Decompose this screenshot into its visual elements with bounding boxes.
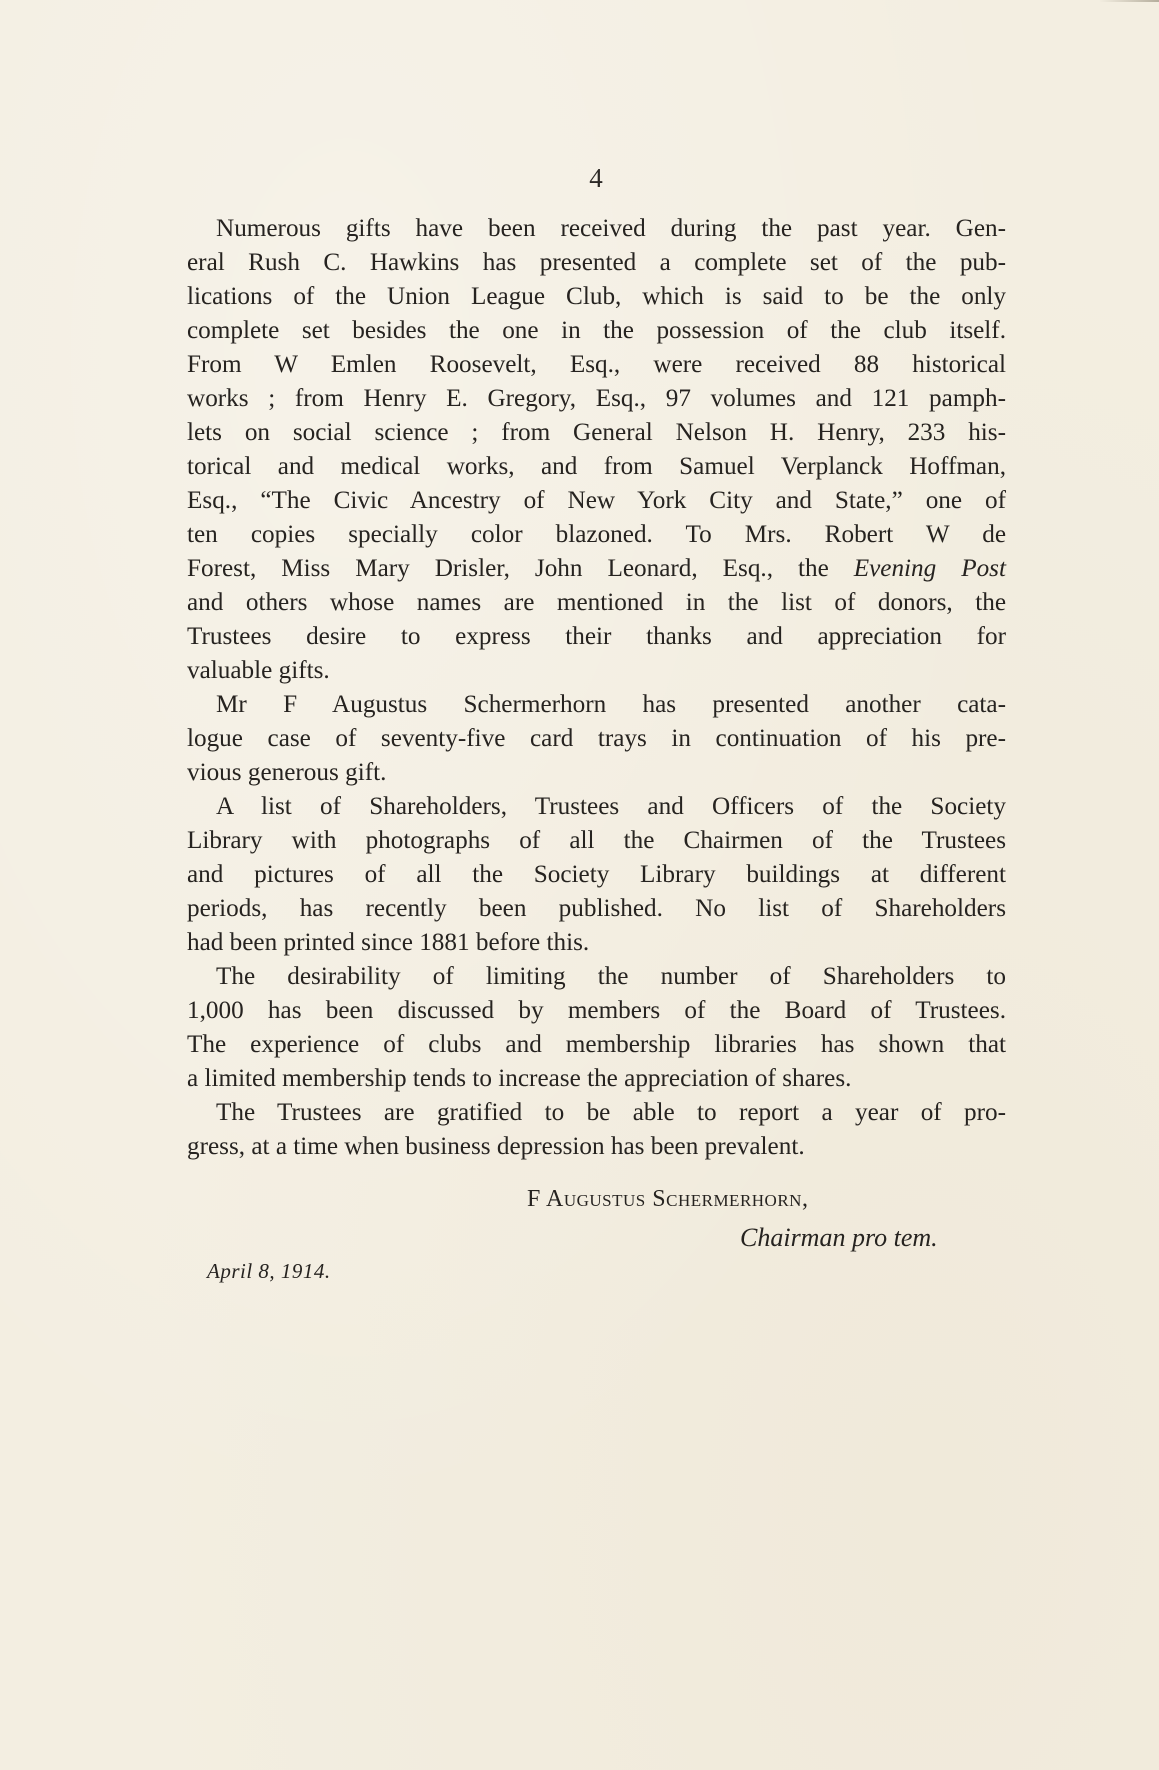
text-line: vious generous gift. [187, 759, 387, 786]
text-line: Library with photographs of all the Chairmen of the Trustees [187, 827, 1006, 854]
text-line-with-italic [187, 552, 1006, 586]
text-line: valuable gifts. [187, 657, 330, 684]
newspaper-title: Evening Post [853, 555, 1006, 582]
text-line: periods, has recently been published. No list of Shareholders [187, 895, 1006, 922]
signature-name: F Augustus Schermerhorn, [527, 1186, 809, 1212]
signature-title: Chairman pro tem. [740, 1223, 938, 1252]
text-line: Mr F Augustus Schermerhorn has presented another cata- [216, 691, 1006, 718]
body-text [187, 212, 1006, 1164]
text-line: Numerous gifts have been received during the past year. Gen- [216, 215, 1006, 242]
text-segment: Forest, Miss Mary Drisler, John Leonard, Esq., the [187, 555, 829, 582]
text-line: works ; from Henry E. Gregory, Esq., 97 volumes and 121 pamph- [187, 385, 1006, 412]
text-line: From W Emlen Roosevelt, Esq., were received 88 historical [187, 351, 1006, 378]
text-line: had been printed since 1881 before this. [187, 929, 590, 956]
text-line: A list of Shareholders, Trustees and Officers of the Society [216, 793, 1006, 820]
text-line: The experience of clubs and membership libraries has shown that [187, 1031, 1006, 1058]
text-line: gress, at a time when business depression has been prevalent. [187, 1133, 805, 1160]
document-date: April 8, 1914. [207, 1259, 331, 1283]
text-line: and others whose names are mentioned in the list of donors, the [187, 589, 1006, 616]
text-line: lications of the Union League Club, which is said to be the only [187, 283, 1006, 310]
text-line: torical and medical works, and from Samuel Verplanck Hoffman, [187, 453, 1006, 480]
text-line: Trustees desire to express their thanks and appreciation for [187, 623, 1006, 650]
text-line: eral Rush C. Hawkins has presented a complete set of the pub- [187, 249, 1006, 276]
text-line: The Trustees are gratified to be able to report a year of pro- [216, 1099, 1006, 1126]
text-line: 1,000 has been discussed by members of the Board of Trustees. [187, 997, 1006, 1024]
page-number: 4 [589, 163, 603, 193]
text-line: logue case of seventy-five card trays in continuation of his pre- [187, 725, 1006, 752]
text-line: Esq., “The Civic Ancestry of New York City and State,” one of [187, 487, 1006, 514]
text-line: lets on social science ; from General Nelson H. Henry, 233 his- [187, 419, 1006, 446]
text-line: a limited membership tends to increase the appreciation of shares. [187, 1065, 852, 1092]
scan-edge-mark [1099, 0, 1159, 2]
text-line: The desirability of limiting the number of Shareholders to [216, 963, 1006, 990]
text-line: and pictures of all the Society Library buildings at different [187, 861, 1006, 888]
text-line: ten copies specially color blazoned. To Mrs. Robert W de [187, 521, 1006, 548]
text-line: complete set besides the one in the possession of the club itself. [187, 317, 1006, 344]
